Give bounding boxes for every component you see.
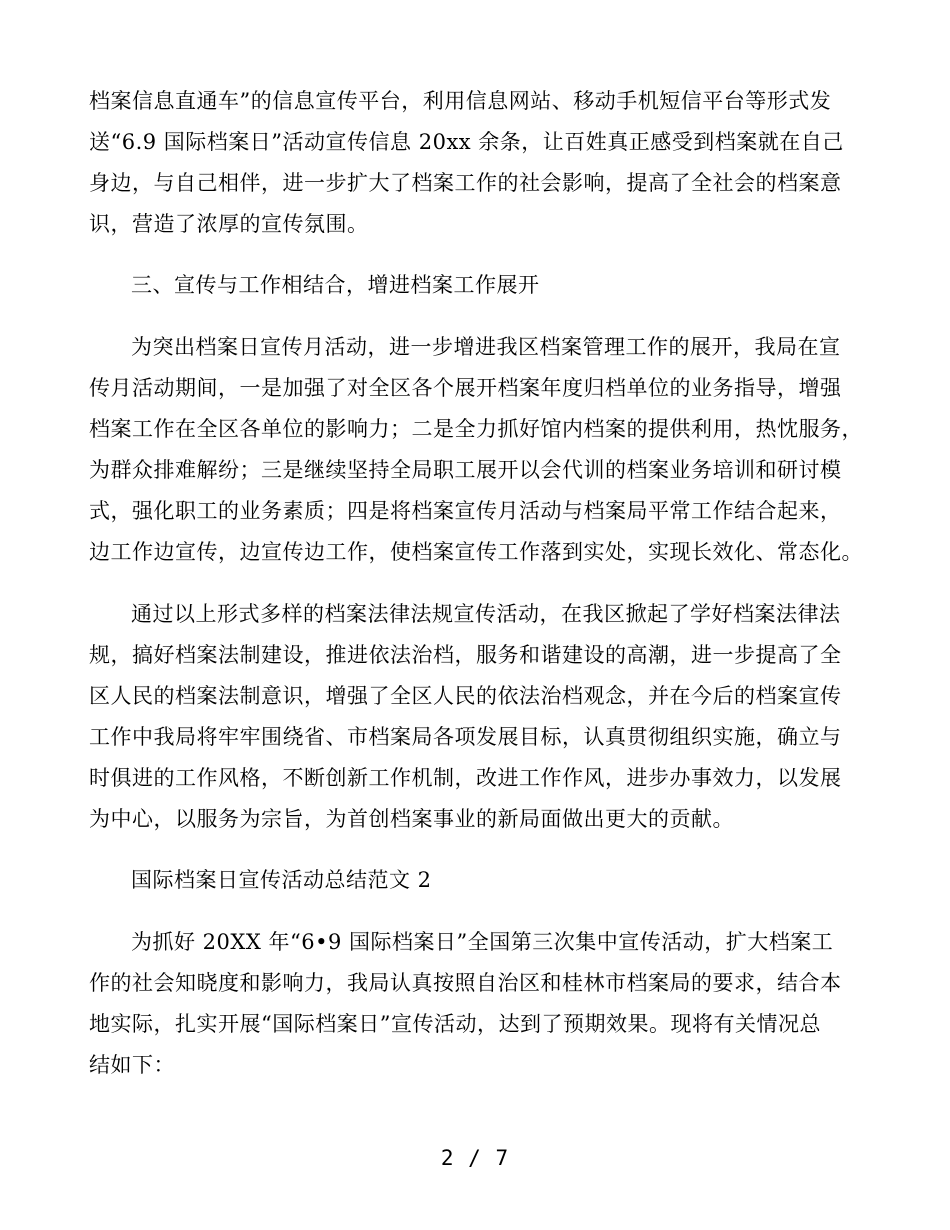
text-line: 为突出档案日宣传月活动，进一步增进我区档案管理工作的展开，我局在宣 [131, 335, 841, 359]
text-line: 结如下： [89, 1053, 175, 1077]
section-heading: 三、宣传与工作相结合，增进档案工作展开 [131, 273, 540, 297]
text-line: 工作中我局将牢牢围绕省、市档案局各项发展目标，认真贯彻组织实施，确立与 [89, 725, 842, 749]
text-line: 通过以上形式多样的档案法律法规宣传活动，在我区掀起了学好档案法律法 [131, 602, 841, 626]
text-line: 为抓好 20XX 年“6•9 国际档案日”全国第三次集中宣传活动，扩大档案工 [131, 930, 834, 954]
text-line: 区人民的档案法制意识，增强了全区人民的依法治档观念，并在今后的档案宣传 [89, 684, 842, 708]
text-line: 作的社会知晓度和影响力，我局认真按照自治区和桂林市档案局的要求，结合本 [89, 971, 842, 995]
text-line: 时俱进的工作风格，不断创新工作机制，改进工作作风，进步办事效力，以发展 [89, 766, 842, 790]
text-line: 身边，与自己相伴，进一步扩大了档案工作的社会影响，提高了全社会的档案意 [89, 171, 842, 195]
text-line: 识，营造了浓厚的宣传氛围。 [89, 212, 369, 236]
text-line: 规，搞好档案法制建设，推进依法治档，服务和谐建设的高潮，进一步提高了全 [89, 643, 842, 667]
text-line: 档案信息直通车”的信息宣传平台，利用信息网站、移动手机短信平台等形式发 [89, 89, 832, 113]
page-number: 2 / 7 [440, 1146, 510, 1170]
text-line: 档案工作在全区各单位的影响力；二是全力抓好馆内档案的提供利用，热忱服务， [89, 417, 863, 441]
text-line: 传月活动期间，一是加强了对全区各个展开档案年度归档单位的业务指导，增强 [89, 376, 842, 400]
text-line: 送“6.9 国际档案日”活动宣传信息 20xx 余条，让百姓真正感受到档案就在自己 [89, 130, 844, 154]
text-line: 地实际，扎实开展“国际档案日”宣传活动，达到了预期效果。现将有关情况总 [89, 1012, 821, 1036]
text-line: 式，强化职工的业务素质；四是将档案宣传月活动与档案局平常工作结合起来， [89, 499, 842, 523]
text-line: 为群众排难解纷；三是继续坚持全局职工展开以会代训的档案业务培训和研讨模 [89, 458, 842, 482]
text-line: 为中心，以服务为宗旨，为首创档案事业的新局面做出更大的贡献。 [89, 807, 734, 831]
article-title: 国际档案日宣传活动总结范文 2 [131, 868, 432, 892]
text-line: 边工作边宣传，边宣传边工作，使档案宣传工作落到实处，实现长效化、常态化。 [89, 540, 863, 564]
